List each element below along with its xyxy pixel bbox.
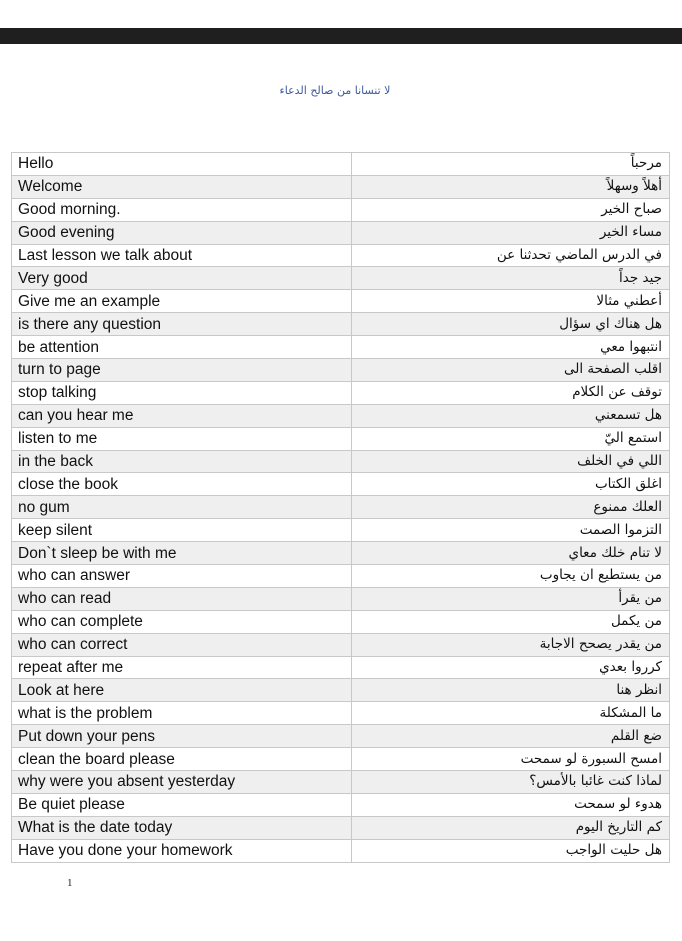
vocabulary-table <box>11 152 670 863</box>
table-row <box>12 381 670 404</box>
document-header: لا تنسانا من صالح الدعاء <box>279 84 391 97</box>
arabic-translation: اقلب الصفحة الى <box>352 359 670 382</box>
table-row <box>12 244 670 267</box>
english-phrase: is there any question <box>12 313 352 336</box>
arabic-translation: التزموا الصمت <box>352 519 670 542</box>
arabic-translation: كرروا بعدي <box>352 656 670 679</box>
english-phrase: close the book <box>12 473 352 496</box>
english-phrase: repeat after me <box>12 656 352 679</box>
arabic-translation: مساء الخير <box>352 221 670 244</box>
table-row <box>12 565 670 588</box>
table-row <box>12 313 670 336</box>
arabic-translation: لماذا كنت غائبا بالأمس؟ <box>352 771 670 794</box>
arabic-translation: امسح السبورة لو سمحت <box>352 748 670 771</box>
table-row <box>12 290 670 313</box>
table-row <box>12 153 670 176</box>
english-phrase: listen to me <box>12 427 352 450</box>
english-phrase: clean the board please <box>12 748 352 771</box>
arabic-translation: جيد جداً <box>352 267 670 290</box>
english-phrase: Give me an example <box>12 290 352 313</box>
english-phrase: Hello <box>12 153 352 176</box>
english-phrase: Put down your pens <box>12 725 352 748</box>
table-row <box>12 496 670 519</box>
arabic-translation: ضع القلم <box>352 725 670 748</box>
english-phrase: can you hear me <box>12 404 352 427</box>
arabic-translation: من يقدر يصحح الاجابة <box>352 633 670 656</box>
table-row <box>12 519 670 542</box>
english-phrase: Don`t sleep be with me <box>12 542 352 565</box>
table-row <box>12 175 670 198</box>
arabic-translation: أعطني مثالا <box>352 290 670 313</box>
arabic-translation: مرحباً <box>352 153 670 176</box>
english-phrase: Be quiet please <box>12 793 352 816</box>
table-row <box>12 816 670 839</box>
table-row <box>12 450 670 473</box>
table-row <box>12 473 670 496</box>
english-phrase: who can read <box>12 587 352 610</box>
table-row <box>12 679 670 702</box>
english-phrase: be attention <box>12 336 352 359</box>
english-phrase: keep silent <box>12 519 352 542</box>
arabic-translation: صباح الخير <box>352 198 670 221</box>
table-row <box>12 839 670 862</box>
table-row <box>12 221 670 244</box>
table-row <box>12 793 670 816</box>
english-phrase: Last lesson we talk about <box>12 244 352 267</box>
table-row <box>12 702 670 725</box>
page-number: 1 <box>67 877 73 889</box>
arabic-translation: في الدرس الماضي تحدثنا عن <box>352 244 670 267</box>
table-row <box>12 725 670 748</box>
arabic-translation: انظر هنا <box>352 679 670 702</box>
english-phrase: Good morning. <box>12 198 352 221</box>
table-row <box>12 587 670 610</box>
english-phrase: who can correct <box>12 633 352 656</box>
table-row <box>12 542 670 565</box>
english-phrase: Have you done your homework <box>12 839 352 862</box>
table-row <box>12 427 670 450</box>
arabic-translation: العلك ممنوع <box>352 496 670 519</box>
table-row <box>12 633 670 656</box>
arabic-translation: لا تنام خلك معاي <box>352 542 670 565</box>
arabic-translation: اللي في الخلف <box>352 450 670 473</box>
table-row <box>12 336 670 359</box>
arabic-translation: هل حليت الواجب <box>352 839 670 862</box>
table-row <box>12 748 670 771</box>
arabic-translation: انتبهوا معي <box>352 336 670 359</box>
table-row <box>12 404 670 427</box>
english-phrase: in the back <box>12 450 352 473</box>
arabic-translation: هل تسمعني <box>352 404 670 427</box>
arabic-translation: توقف عن الكلام <box>352 381 670 404</box>
english-phrase: Very good <box>12 267 352 290</box>
english-phrase: What is the date today <box>12 816 352 839</box>
table-row <box>12 359 670 382</box>
english-phrase: Welcome <box>12 175 352 198</box>
english-phrase: turn to page <box>12 359 352 382</box>
english-phrase: stop talking <box>12 381 352 404</box>
table-row <box>12 610 670 633</box>
arabic-translation: هدوء لو سمحت <box>352 793 670 816</box>
arabic-translation: كم التاريخ اليوم <box>352 816 670 839</box>
viewer-top-bar <box>0 28 682 44</box>
english-phrase: Look at here <box>12 679 352 702</box>
arabic-translation: من يكمل <box>352 610 670 633</box>
english-phrase: what is the problem <box>12 702 352 725</box>
arabic-translation: اغلق الكتاب <box>352 473 670 496</box>
english-phrase: why were you absent yesterday <box>12 771 352 794</box>
arabic-translation: من يستطيع ان يجاوب <box>352 565 670 588</box>
english-phrase: no gum <box>12 496 352 519</box>
arabic-translation: هل هناك اي سؤال <box>352 313 670 336</box>
table-row <box>12 656 670 679</box>
english-phrase: Good evening <box>12 221 352 244</box>
table-row <box>12 267 670 290</box>
english-phrase: who can complete <box>12 610 352 633</box>
vocabulary-table-body <box>12 153 670 863</box>
arabic-translation: ما المشكلة <box>352 702 670 725</box>
english-phrase: who can answer <box>12 565 352 588</box>
arabic-translation: أهلاً وسهلاً <box>352 175 670 198</box>
table-row <box>12 771 670 794</box>
table-row <box>12 198 670 221</box>
arabic-translation: استمع اليّ <box>352 427 670 450</box>
arabic-translation: من يقرأ <box>352 587 670 610</box>
